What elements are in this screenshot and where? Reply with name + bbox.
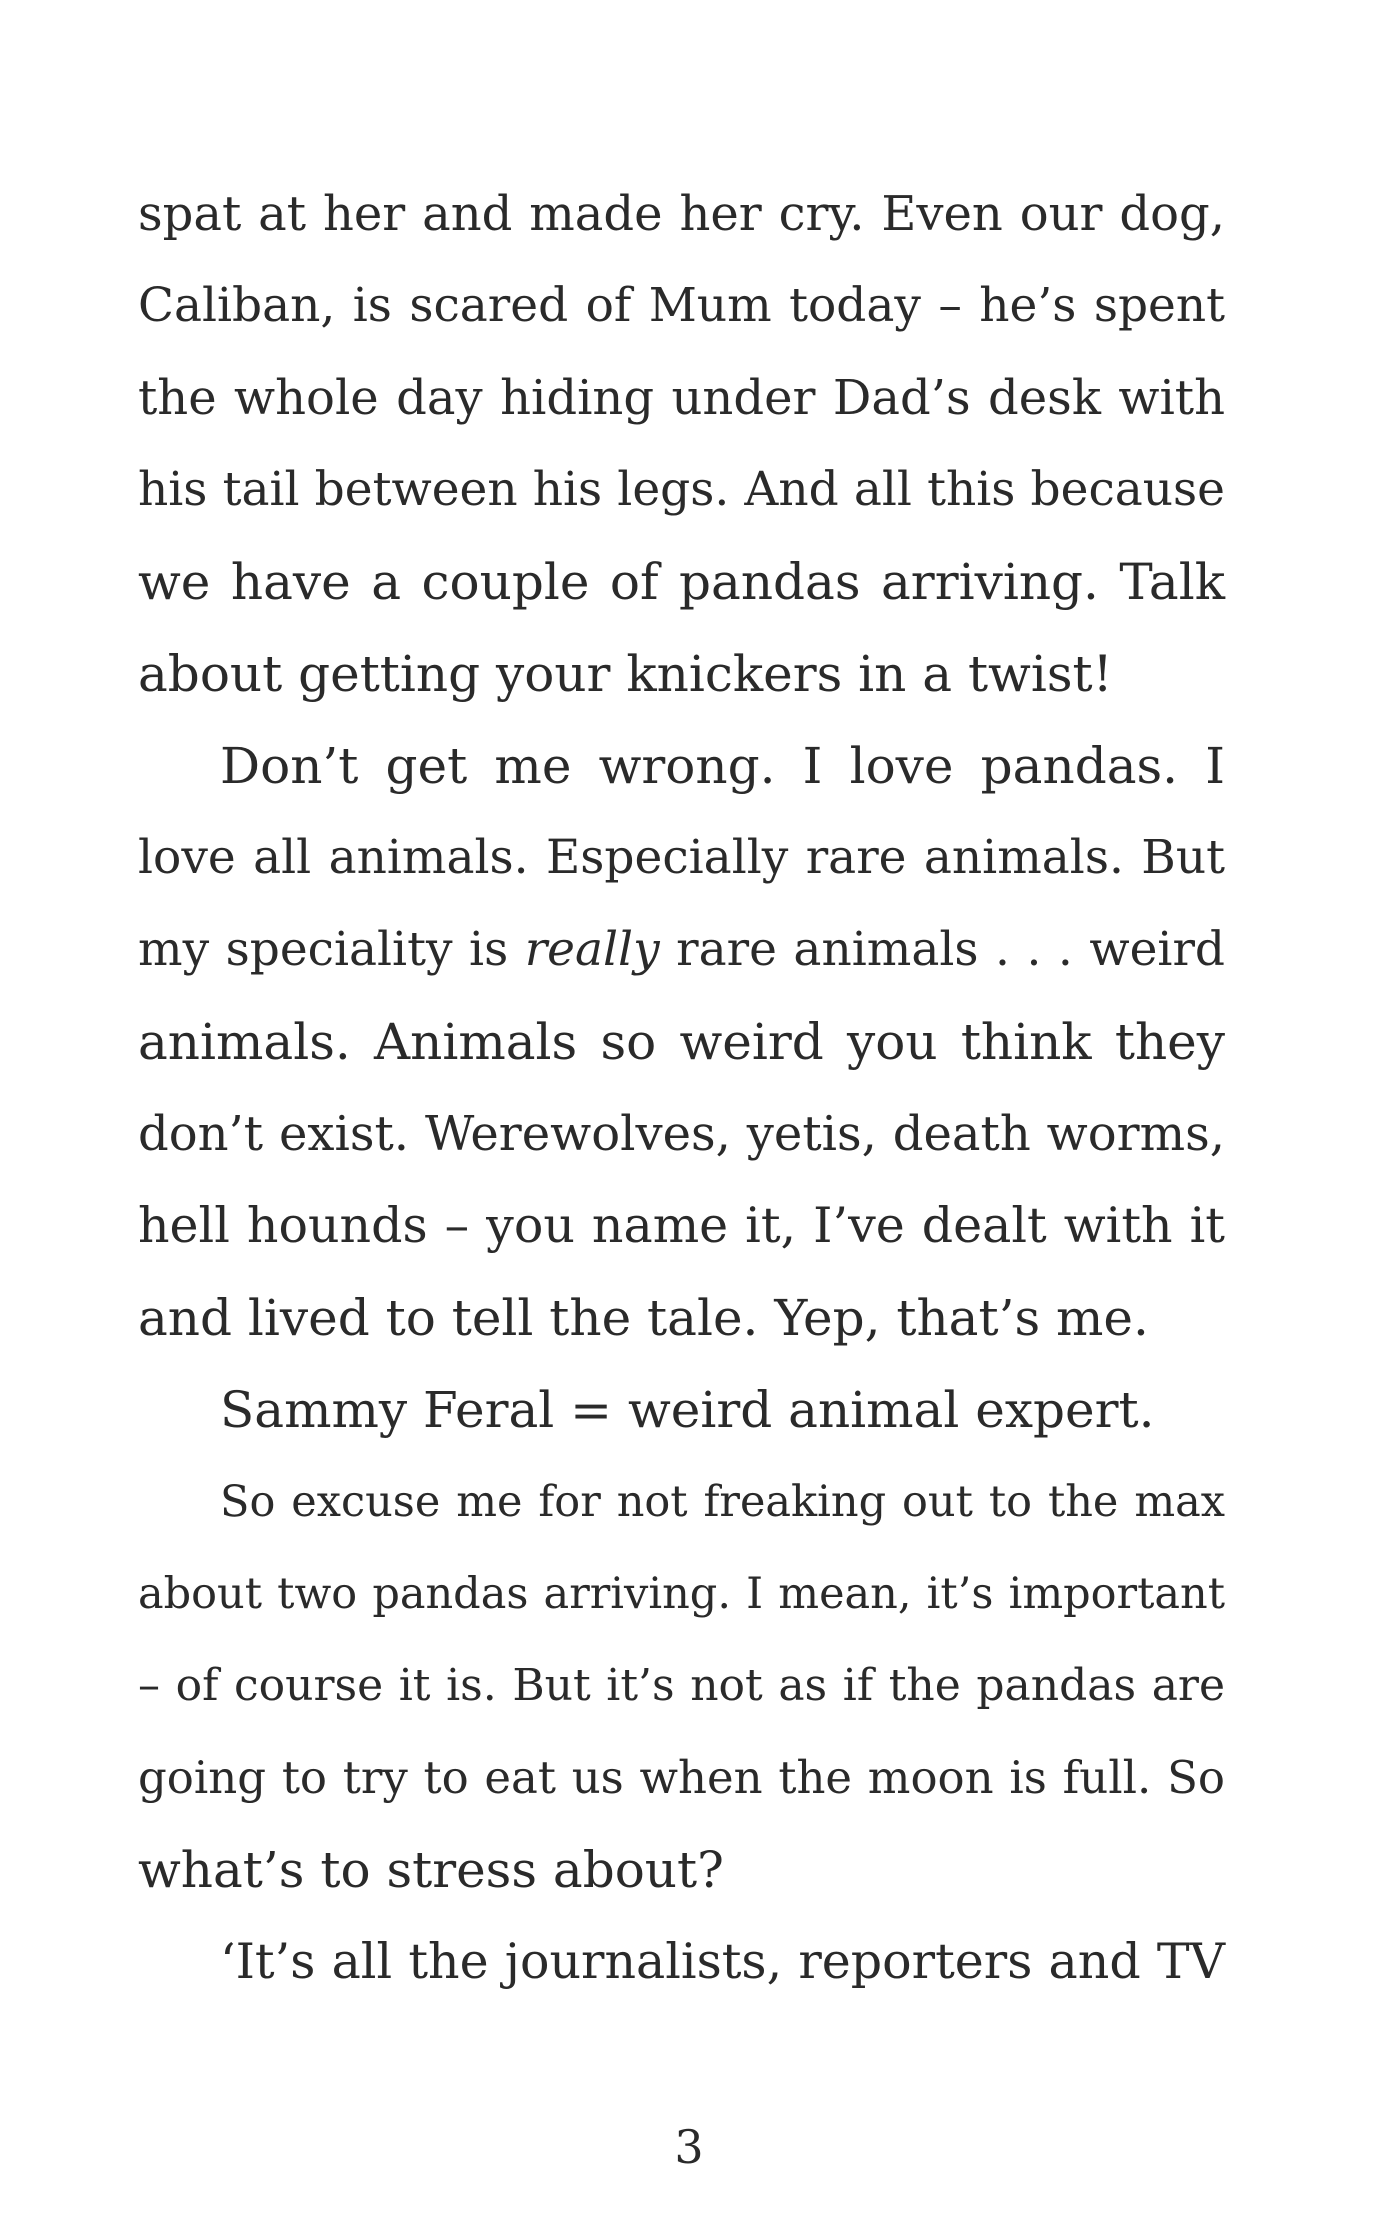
body-text (138, 168, 1225, 2008)
text-line-9: my speciality is really rare animals . . . weird (138, 922, 1225, 977)
text-line-5: we have a couple of pandas arriving. Talk (138, 553, 1225, 611)
emphasis-really: really (524, 922, 660, 977)
text-line-6: about getting your knickers in a twist! (138, 645, 1113, 703)
text-line-16: about two pandas arriving. I mean, it’s important (138, 1569, 1225, 1619)
text-line-4: his tail between his legs. And all this because (138, 462, 1225, 517)
text-line-20: ‘It’s all the journalists, reporters and TV (220, 1933, 1225, 1990)
text-line-14: Sammy Feral = weird animal expert. (220, 1381, 1155, 1439)
text-line-1: spat at her and made her cry. Even our dog, (138, 186, 1225, 242)
text-line-18: going to try to eat us when the moon is full. So (138, 1751, 1225, 1804)
text-line-13: and lived to tell the tale. Yep, that’s me. (138, 1289, 1149, 1347)
text-line-8: love all animals. Especially rare animals. But (138, 830, 1225, 885)
text-line-10: animals. Animals so weird you think they (138, 1013, 1225, 1071)
text-line-15: So excuse me for not freaking out to the max (220, 1477, 1225, 1527)
text-line-12: hell hounds – you name it, I’ve dealt with it (138, 1197, 1225, 1254)
text-line-19: what’s to stress about? (138, 1841, 724, 1899)
text-line-3: the whole day hiding under Dad’s desk with (138, 370, 1225, 426)
text-line-7: Don’t get me wrong. I love pandas. I (220, 737, 1225, 795)
text-line-11: don’t exist. Werewolves, yetis, death worms, (138, 1106, 1225, 1162)
text-line-17: – of course it is. But it’s not as if the pandas are (138, 1660, 1225, 1711)
page-number: 3 (674, 2120, 704, 2174)
text-line-2: Caliban, is scared of Mum today – he’s spent (138, 278, 1225, 333)
